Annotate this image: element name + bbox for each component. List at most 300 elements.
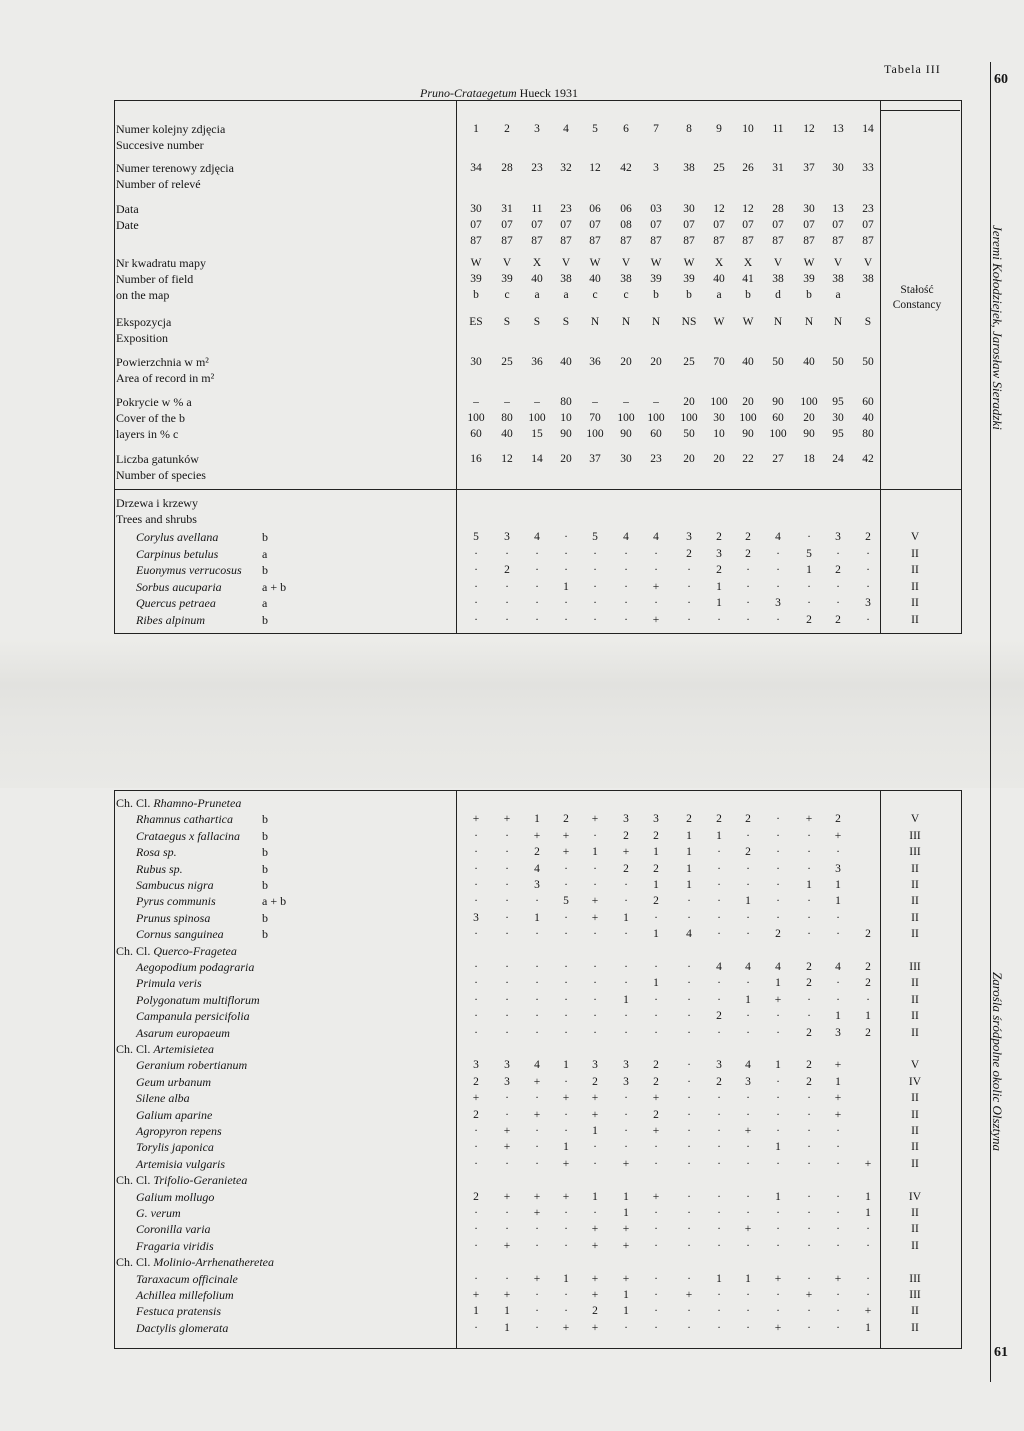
header-cell: 28 [772,203,784,215]
species-cell: + [864,1157,872,1170]
species-cell: · [593,829,597,842]
species-cell: · [564,977,568,990]
constancy-cell: V [910,813,920,826]
species-cell: 2 [623,829,629,842]
header-cell: 03 [650,203,662,215]
header-cell: 13 [832,123,844,135]
header-cell: 08 [620,219,632,231]
species-name: Aegopodium podagraria [136,960,255,974]
species-cell: · [776,547,780,560]
species-cell: · [776,1207,780,1219]
header-cell: 12 [589,162,601,174]
species-name: Taraxacum officinale [136,1271,238,1286]
species-cell: · [717,1157,721,1170]
header-cell: V [833,257,843,269]
species-cell: 1 [865,1010,871,1023]
species-cell: · [564,879,568,891]
species-cell: · [866,564,870,576]
species-cell: + [591,1092,599,1105]
species-cell: 1 [686,829,692,842]
species-cell: · [807,1223,811,1236]
header-cell: 14 [862,123,874,135]
header-cell: W [470,257,482,269]
species-cell: · [624,1108,628,1121]
header-label: Powierzchnia w m² [116,355,209,369]
header-cell: 28 [501,162,513,174]
header-cell: 60 [470,428,482,440]
species-cell: + [591,895,599,908]
header-label: Number of relevé [116,177,201,191]
header-cell: 40 [803,356,815,368]
species-cell: 1 [775,1141,781,1154]
species-cell: · [776,1289,780,1301]
species-cell: · [474,862,478,875]
header-cell: 23 [650,453,662,465]
header-cell: W [650,257,662,269]
constancy-cell: II [911,879,919,891]
header-cell: 06 [620,203,632,215]
header-cell: ES [469,316,483,328]
header-cell: 12 [713,203,725,215]
table-caption: Pruno-Crataegetum Hueck 1931 [420,86,578,100]
species-cell: · [564,961,568,973]
species-cell: · [564,1125,568,1137]
species-name: Carpinus betulus [136,546,219,561]
species-cell: + [503,1239,511,1252]
species-cell: · [746,613,750,626]
species-name: Galium aparine [136,1107,213,1122]
header-cell: N [590,316,600,328]
constancy-cell: IV [908,1075,922,1088]
layer-code: a [262,546,268,561]
species-name: Silene alba [136,1091,190,1106]
header-cell: 9 [716,123,722,135]
species-cell: · [593,928,597,941]
species-cell: · [474,1010,478,1023]
header-cell: 30 [832,162,844,174]
group-title [116,944,237,959]
header-cell: 100 [680,412,698,424]
species-cell: · [535,977,539,990]
species-cell: 2 [806,1075,812,1088]
species-cell: · [535,1010,539,1023]
species-cell: · [654,1272,658,1285]
species-cell: · [746,564,750,576]
constancy-top-rule [880,110,960,111]
species-cell: · [474,1141,478,1154]
species-cell: · [687,1207,691,1219]
species-cell: · [624,1010,628,1023]
species-name: Fragaria viridis [136,1238,214,1253]
species-cell: · [505,1157,509,1170]
header-cell: S [562,316,570,328]
header-cell: b [473,289,479,301]
species-name: G. verum [136,1206,181,1220]
species-cell: 2 [716,1010,722,1023]
header-cell: 30 [832,412,844,424]
header-cell: 50 [772,356,784,368]
species-cell: · [687,1157,691,1170]
header-cell: 100 [467,412,485,424]
species-cell: · [654,564,658,576]
species-cell: · [593,879,597,891]
species-cell: + [864,1305,872,1318]
header-cell: d [775,289,781,301]
species-cell: · [564,1108,568,1121]
species-cell: · [687,993,691,1006]
constancy-cell: II [911,1125,919,1137]
species-cell: · [717,1207,721,1219]
species-cell: 3 [623,813,629,826]
species-cell: · [593,1141,597,1154]
species-cell: · [505,961,509,973]
species-name: Agropyron repens [136,1124,222,1138]
header-cell: 25 [683,356,695,368]
species-cell: · [564,862,568,875]
species-cell: · [564,597,568,609]
species-cell: · [474,977,478,990]
species-cell: · [866,580,870,593]
species-cell: · [624,580,628,593]
header-cell: 07 [531,219,543,231]
header-cell: 30 [803,203,815,215]
bottom-running-head: Zarośla śródpolne okolic Olsztyna [990,972,1005,1151]
species-cell: 2 [716,1075,722,1088]
species-name: Torylis japonica [136,1140,214,1155]
header-cell: X [743,257,753,269]
header-cell: V [773,257,783,269]
species-cell: · [746,928,750,941]
species-cell: + [652,1125,660,1137]
species-cell: 4 [775,961,781,973]
species-cell: · [807,597,811,609]
species-cell: + [562,1321,570,1334]
header-cell: 34 [470,162,482,174]
species-cell: + [652,580,660,593]
species-cell: 1 [623,1289,629,1301]
species-cell: · [746,911,750,924]
species-cell: · [746,580,750,593]
species-cell: 1 [592,1125,598,1137]
species-cell: 1 [835,1075,841,1088]
species-cell: 3 [745,1075,751,1088]
header-cell: c [623,289,629,301]
species-cell: · [624,1141,628,1154]
species-cell: · [564,1010,568,1023]
layer-code: b [262,910,268,925]
species-cell: · [807,1092,811,1105]
species-cell: + [503,1190,511,1203]
species-cell: · [624,1026,628,1039]
species-cell: 4 [534,862,540,875]
species-cell: 1 [592,846,598,859]
species-cell: + [472,1289,480,1301]
species-cell: · [717,1125,721,1137]
header-cell: 87 [832,235,844,247]
species-cell: + [834,1272,842,1285]
header-cell: 39 [650,273,662,285]
group-title-class: Rhamno-Prunetea [153,796,242,810]
header-cell: X [714,257,724,269]
species-cell: + [562,846,570,859]
species-cell: 5 [592,531,598,543]
header-cell: 1 [473,123,479,135]
header-cell: 30 [713,412,725,424]
species-cell: · [776,564,780,576]
table-label: Tabela III [884,62,941,76]
species-cell: · [474,1239,478,1252]
species-cell: 1 [563,1272,569,1285]
species-cell: · [535,1321,539,1334]
species-cell: + [591,1223,599,1236]
header-cell: 42 [862,453,874,465]
species-cell: · [535,1092,539,1105]
species-cell: · [474,1026,478,1039]
header-cell: 95 [832,428,844,440]
header-cell: 80 [560,396,572,408]
species-cell: · [776,1026,780,1039]
species-cell: · [866,613,870,626]
species-cell: 1 [716,829,722,842]
species-cell: · [474,846,478,859]
species-cell: 1 [745,1272,751,1285]
header-cell: 90 [772,396,784,408]
species-cell: · [836,977,840,990]
species-cell: · [776,1010,780,1023]
species-cell: 1 [865,1321,871,1334]
header-cell: 27 [772,453,784,465]
header-cell: b [806,289,812,301]
header-cell: 07 [501,219,513,231]
species-cell: · [776,879,780,891]
species-cell: 1 [686,862,692,875]
species-cell: 2 [865,977,871,990]
species-cell: · [505,1272,509,1285]
species-cell: · [807,1305,811,1318]
header-cell: 07 [832,219,844,231]
header-cell: 26 [742,162,754,174]
species-cell: · [776,580,780,593]
species-cell: · [717,1108,721,1121]
species-cell: · [776,813,780,826]
header-cell: 30 [683,203,695,215]
species-cell: 1 [563,580,569,593]
species-cell: 3 [623,1075,629,1088]
species-cell: · [505,829,509,842]
species-cell: 2 [473,1075,479,1088]
species-cell: 3 [775,597,781,609]
species-cell: · [836,1190,840,1203]
header-cell: 90 [620,428,632,440]
constancy-cell: II [911,1321,919,1334]
species-cell: · [717,1026,721,1039]
header-cell: 7 [653,123,659,135]
species-cell: 2 [835,564,841,576]
header-cell: 40 [531,273,543,285]
layer-code: b [262,828,268,843]
species-cell: · [654,1289,658,1301]
species-cell: + [834,1059,842,1072]
species-cell: + [774,993,782,1006]
species-cell: · [505,1207,509,1219]
group-title [116,1255,274,1270]
species-cell: · [535,564,539,576]
species-cell: · [807,1141,811,1154]
species-cell: · [624,928,628,941]
group-title-prefix: Ch. Cl. [116,796,154,810]
species-cell: · [687,1125,691,1137]
constancy-cell: II [911,1207,919,1219]
species-cell: · [776,862,780,875]
header-cell: 12 [742,203,754,215]
species-cell: · [687,1141,691,1154]
species-cell: · [776,846,780,859]
species-name: Asarum europaeum [136,1025,230,1040]
species-cell: + [562,1190,570,1203]
species-cell: · [474,547,478,560]
species-cell: · [807,846,811,859]
header-cell: 14 [531,453,543,465]
constancy-cell: III [909,846,921,859]
lower-constancy-divider [880,790,881,1348]
layer-code: b [262,612,268,627]
header-cell: 37 [803,162,815,174]
header-cell: 10 [742,123,754,135]
header-cell: 8 [686,123,692,135]
species-cell: 1 [623,1190,629,1203]
constancy-cell: II [911,1239,919,1252]
header-cell: 18 [803,453,815,465]
header-cell: 07 [589,219,601,231]
header-cell: 87 [772,235,784,247]
species-cell: 2 [806,1026,812,1039]
group-title [116,1042,214,1057]
species-cell: · [564,1026,568,1039]
constancy-header-pl: Stałość [900,284,934,296]
header-cell: 90 [742,428,754,440]
species-cell: · [717,911,721,924]
header-cell: 40 [560,356,572,368]
species-cell: 1 [686,846,692,859]
species-cell: · [687,1272,691,1285]
species-name: Primula veris [136,976,202,991]
species-cell: · [717,1321,721,1334]
species-cell: · [807,1190,811,1203]
header-cell: 38 [560,273,572,285]
species-cell: · [717,928,721,941]
species-cell: · [593,961,597,973]
header-label: on the map [116,288,170,302]
header-cell: a [835,289,841,301]
species-cell: 1 [623,1305,629,1318]
species-cell: + [805,813,813,826]
species-cell: · [836,1239,840,1252]
header-cell: – [473,396,479,408]
species-name: Crataegus x fallacina [136,828,240,843]
species-name: Achillea millefolium [136,1288,234,1302]
species-cell: 1 [534,813,540,826]
species-cell: · [564,531,568,543]
constancy-cell: II [911,597,919,609]
header-cell: 87 [620,235,632,247]
species-cell: · [474,1321,478,1334]
species-cell: · [687,1108,691,1121]
species-cell: 1 [534,911,540,924]
header-cell: 39 [803,273,815,285]
constancy-cell: II [911,993,919,1006]
header-cell: 80 [862,428,874,440]
species-cell: 4 [534,531,540,543]
header-cell: 87 [713,235,725,247]
header-cell: 100 [617,412,635,424]
species-cell: · [746,1190,750,1203]
species-cell: · [654,1026,658,1039]
group-title-class: Querco-Fragetea [153,943,237,958]
top-running-head: Jeremi Kołodziejek, Jarosław Sieradzki [990,225,1005,430]
species-cell: + [533,1108,541,1121]
species-name: Rhamnus cathartica [136,812,233,827]
species-name: Pyrus communis [136,894,216,909]
species-cell: 2 [745,813,751,826]
species-cell: · [535,613,539,626]
species-cell: · [535,993,539,1006]
species-cell: · [807,1207,811,1219]
species-cell: + [591,1289,599,1301]
species-cell: 3 [716,1059,722,1072]
species-cell: · [474,580,478,593]
species-cell: · [717,846,721,859]
species-cell: · [564,1207,568,1219]
species-cell: 2 [865,1026,871,1039]
species-cell: 1 [563,1141,569,1154]
species-cell: · [474,879,478,891]
header-cell: 10 [560,412,572,424]
species-cell: · [866,993,870,1006]
top-page-number: 60 [994,72,1008,87]
species-cell: · [807,993,811,1006]
species-cell: 3 [835,1026,841,1039]
header-cell: 24 [832,453,844,465]
header-cell: 11 [772,123,784,135]
species-cell: · [807,911,811,924]
species-cell: + [472,813,480,826]
species-cell: 2 [504,564,510,576]
species-cell: · [717,977,721,990]
species-cell: + [622,1272,630,1285]
constancy-cell: II [911,1223,919,1236]
species-cell: · [535,547,539,560]
header-label: Date [116,218,139,232]
species-cell: + [622,1239,630,1252]
species-cell: 2 [623,862,629,875]
header-cell: 100 [528,412,546,424]
species-cell: + [652,613,660,626]
species-cell: + [652,1190,660,1203]
constancy-cell: II [911,1157,919,1170]
species-cell: + [503,1141,511,1154]
species-cell: · [776,1239,780,1252]
species-cell: · [807,1321,811,1334]
header-cell: 87 [531,235,543,247]
species-cell: · [687,1239,691,1252]
header-cell: 31 [501,203,513,215]
species-name: Coronilla varia [136,1222,211,1237]
species-cell: · [717,862,721,875]
species-cell: · [807,1239,811,1252]
species-cell: · [654,911,658,924]
header-cell: W [713,316,725,328]
species-cell: · [474,1157,478,1170]
